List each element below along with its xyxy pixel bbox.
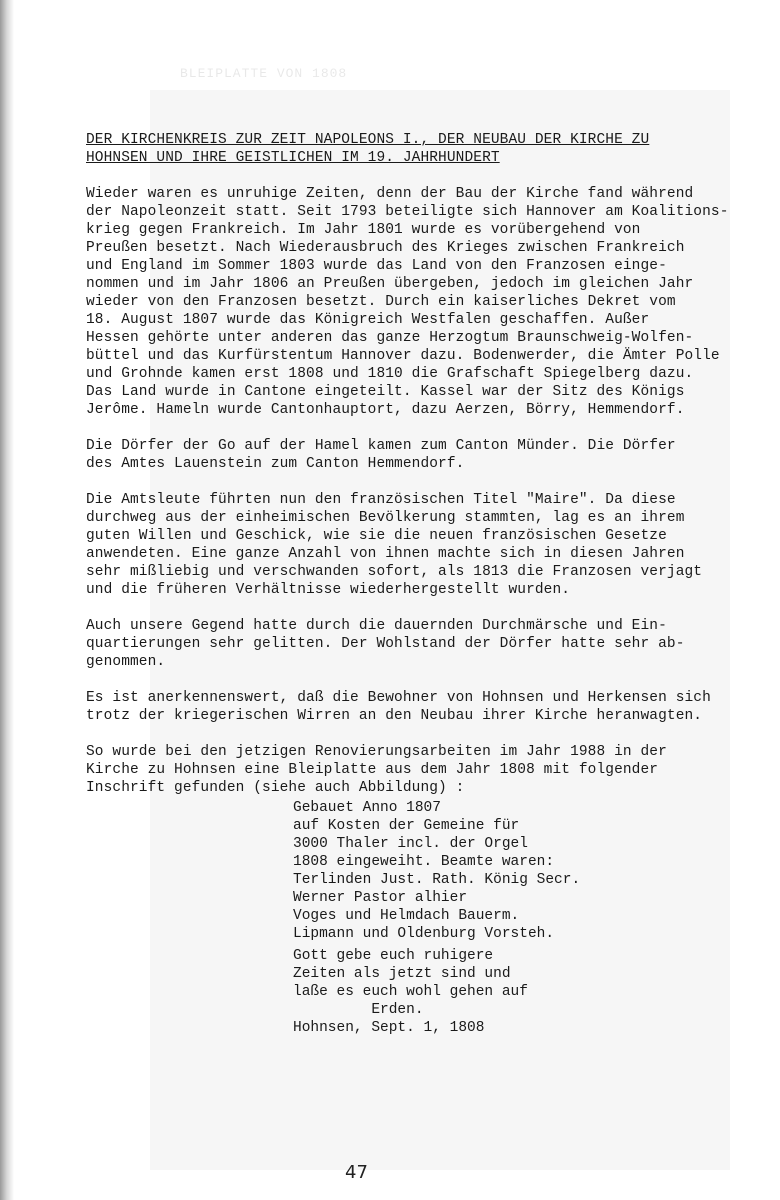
chapter-title-line: DER KIRCHENKREIS ZUR ZEIT NAPOLEONS I., DER NEUBAU DER KIRCHE ZU xyxy=(86,132,650,148)
inscription-block-blessing xyxy=(293,947,580,1037)
text-line: Das Land wurde in Cantone eingeteilt. Kassel war der Sitz des Königs xyxy=(86,384,685,400)
paragraph-new-church xyxy=(86,689,736,725)
text-line: sehr mißliebig und verschwanden sofort, als 1813 die Franzosen verjagt xyxy=(86,564,703,580)
text-line: anwendeten. Eine ganze Anzahl von ihnen machte sich in diesen Jahren xyxy=(86,546,685,562)
paragraph-hardship xyxy=(86,617,736,671)
paragraph-lead-plate xyxy=(86,743,736,797)
text-line: und die früheren Verhältnisse wiederhergestellt wurden. xyxy=(86,582,571,598)
inscription-line: Hohnsen, Sept. 1, 1808 xyxy=(293,1020,485,1036)
inscription-block-dedication xyxy=(293,799,580,943)
text-line: Kirche zu Hohnsen eine Bleiplatte aus dem Jahr 1808 mit folgender xyxy=(86,762,659,778)
text-line: Auch unsere Gegend hatte durch die dauernden Durchmärsche und Ein- xyxy=(86,618,667,634)
inscription-line: laße es euch wohl gehen auf xyxy=(293,984,528,1000)
text-line: Inschrift gefunden (siehe auch Abbildung) : xyxy=(86,780,465,796)
text-line: quartierungen sehr gelitten. Der Wohlstand der Dörfer hatte sehr ab- xyxy=(86,636,685,652)
bleed-through-text: BLEIPLATTE VON 1808 xyxy=(180,66,348,81)
inscription-line: Werner Pastor alhier xyxy=(293,890,468,906)
text-line: des Amtes Lauenstein zum Canton Hemmendorf. xyxy=(86,456,465,472)
text-line: guten Willen und Geschick, wie sie die neuen französischen Gesetze xyxy=(86,528,667,544)
chapter-title xyxy=(86,131,736,167)
text-line: der Napoleonzeit statt. Seit 1793 beteiligte sich Hannover am Koalitions- xyxy=(86,204,729,220)
lead-plate-inscription xyxy=(293,799,580,1041)
text-line: wieder von den Franzosen besetzt. Durch ein kaiserliches Dekret vom xyxy=(86,294,676,310)
paragraph-napoleon-era xyxy=(86,185,736,419)
text-line: Preußen besetzt. Nach Wiederausbruch des Krieges zwischen Frankreich xyxy=(86,240,685,256)
paragraph-maire xyxy=(86,491,736,599)
inscription-line: Gebauet Anno 1807 xyxy=(293,800,441,816)
inscription-line: Gott gebe euch ruhigere xyxy=(293,948,494,964)
inscription-line: Lipmann und Oldenburg Vorsteh. xyxy=(293,926,555,942)
text-line: Jerôme. Hameln wurde Cantonhauptort, dazu Aerzen, Börry, Hemmendorf. xyxy=(86,402,685,418)
text-line: Wieder waren es unruhige Zeiten, denn der Bau der Kirche fand während xyxy=(86,186,694,202)
text-line: krieg gegen Frankreich. Im Jahr 1801 wurde es vorübergehend von xyxy=(86,222,641,238)
inscription-line: Voges und Helmdach Bauerm. xyxy=(293,908,520,924)
text-line: Es ist anerkennenswert, daß die Bewohner von Hohnsen und Herkensen sich xyxy=(86,690,711,706)
page-number: 47 xyxy=(345,1162,368,1183)
inscription-line: Erden. xyxy=(293,1002,424,1018)
paragraph-cantons xyxy=(86,437,736,473)
text-line: 18. August 1807 wurde das Königreich Westfalen geschaffen. Außer xyxy=(86,312,650,328)
text-line: genommen. xyxy=(86,654,166,670)
inscription-line: auf Kosten der Gemeine für xyxy=(293,818,520,834)
text-line: und Grohnde kamen erst 1808 und 1810 die Grafschaft Spiegelberg dazu. xyxy=(86,366,694,382)
text-line: durchweg aus der einheimischen Bevölkerung stammten, lag es an ihrem xyxy=(86,510,685,526)
text-line: Die Dörfer der Go auf der Hamel kamen zum Canton Münder. Die Dörfer xyxy=(86,438,676,454)
inscription-line: Terlinden Just. Rath. König Secr. xyxy=(293,872,581,888)
scan-edge-shadow xyxy=(0,0,14,1200)
text-line: So wurde bei den jetzigen Renovierungsarbeiten im Jahr 1988 in der xyxy=(86,744,667,760)
text-line: nommen und im Jahr 1806 an Preußen übergeben, jedoch im gleichen Jahr xyxy=(86,276,694,292)
inscription-line: 3000 Thaler incl. der Orgel xyxy=(293,836,528,852)
text-line: Die Amtsleute führten nun den französischen Titel "Maire". Da diese xyxy=(86,492,676,508)
chapter-title-line: HOHNSEN UND IHRE GEISTLICHEN IM 19. JAHRHUNDERT xyxy=(86,150,500,166)
text-line: trotz der kriegerischen Wirren an den Neubau ihrer Kirche heranwagten. xyxy=(86,708,703,724)
document-body xyxy=(86,131,736,815)
text-line: und England im Sommer 1803 wurde das Land von den Franzosen einge- xyxy=(86,258,667,274)
text-line: büttel und das Kurfürstentum Hannover dazu. Bodenwerder, die Ämter Polle xyxy=(86,348,720,364)
inscription-line: 1808 eingeweiht. Beamte waren: xyxy=(293,854,555,870)
text-line: Hessen gehörte unter anderen das ganze Herzogtum Braunschweig-Wolfen- xyxy=(86,330,694,346)
inscription-line: Zeiten als jetzt sind und xyxy=(293,966,511,982)
